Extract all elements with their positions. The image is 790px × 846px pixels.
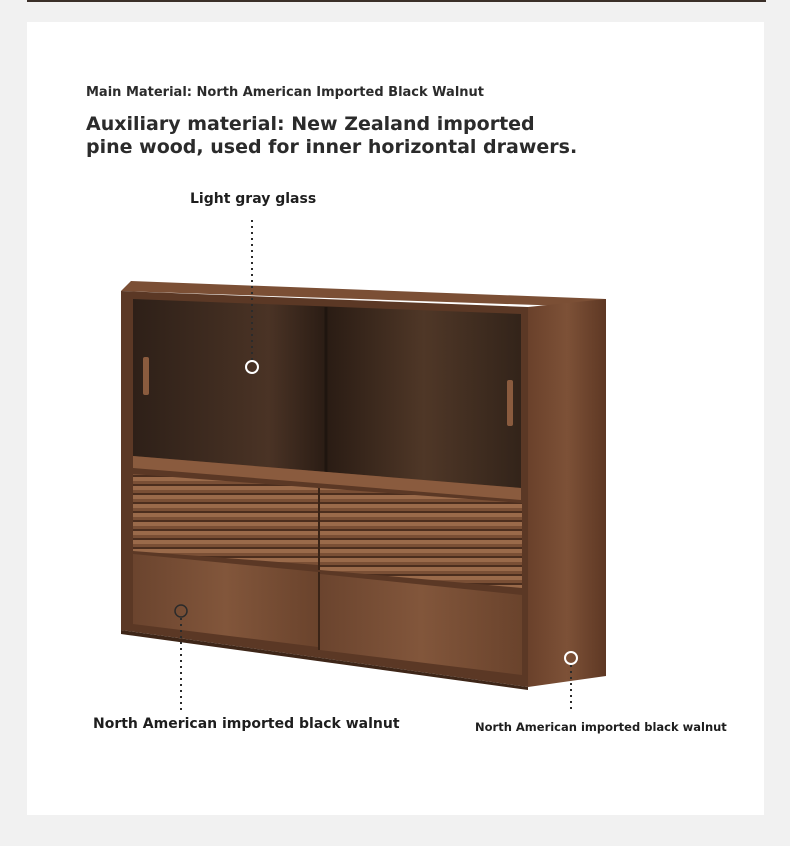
ribbed-drawer-left [133,474,318,565]
cabinet-side-panel [528,299,606,687]
auxiliary-material-text: Auxiliary material: New Zealand imported pine wood, used for inner horizontal drawers. [86,113,578,158]
main-material-text: Main Material: North American Imported Black Walnut [86,85,485,100]
glass-callout-label: Light gray glass [190,191,317,207]
left-door-handle [143,357,149,395]
walnut-front-callout-label: North American imported black walnut [93,716,400,732]
walnut-side-callout-label: North American imported black walnut [475,720,727,734]
right-door-handle [507,380,513,426]
